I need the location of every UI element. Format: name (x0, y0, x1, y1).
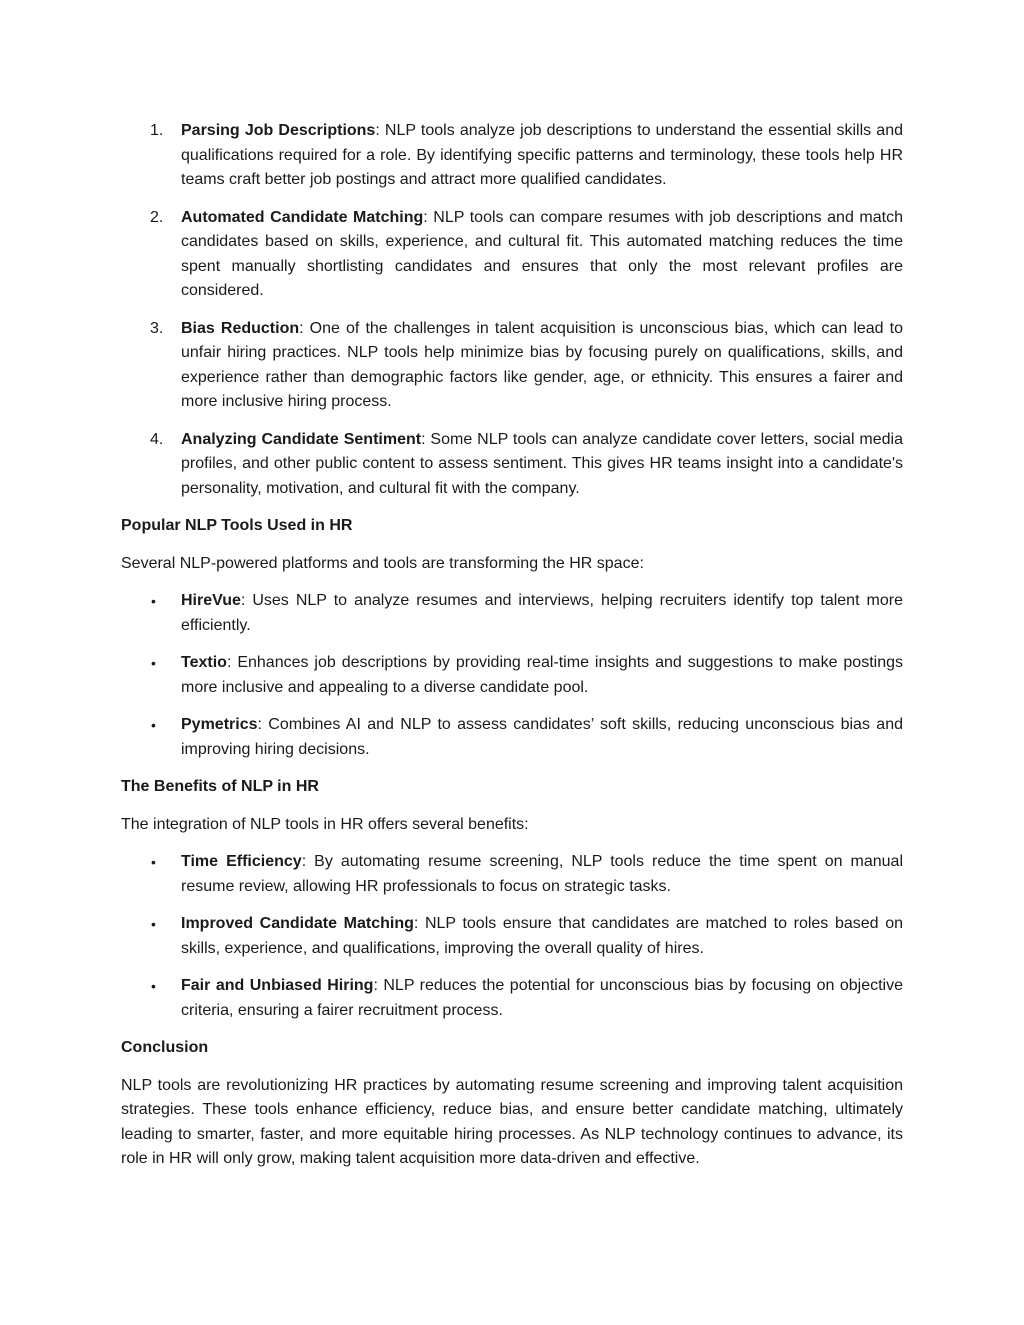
bullet-icon: • (151, 655, 156, 671)
list-item (121, 974, 903, 1023)
list-item-term: HireVue (181, 592, 241, 609)
list-item (121, 428, 903, 502)
list-item-term: Parsing Job Descriptions (181, 122, 376, 139)
list-item-text: : Combines AI and NLP to assess candidates’ soft skills, reducing unconscious bias and improving hiring decisions. (181, 716, 903, 758)
list-item (121, 206, 903, 304)
list-item-text: : NLP tools analyze job descriptions to understand the essential skills and qualifications required for a role. By identifying specific patterns and terminology, these tools help HR teams craft better job postings and attract more qualified candidates. (181, 122, 904, 188)
list-item-text: : NLP reduces the potential for unconscious bias by focusing on objective criteria, ensuring a fairer recruitment process. (181, 977, 904, 1019)
document-page (121, 119, 903, 1185)
tools-bullet-list (121, 589, 903, 762)
list-number: 3. (150, 319, 164, 337)
list-item-text: : NLP tools can compare resumes with job descriptions and match candidates based on skills, experience, and cultural fit. This automated matching reduces the time spent manually shortlisting candidates and ensures that only the most relevant profiles are considered. (181, 208, 903, 299)
section-intro: Several NLP-powered platforms and tools are transforming the HR space: (121, 554, 644, 572)
benefits-bullet-list (121, 850, 903, 1023)
list-item-term: Pymetrics (181, 716, 258, 733)
list-item (121, 912, 903, 961)
list-item-text: : NLP tools ensure that candidates are matched to roles based on skills, experience, and qualifications, improving the overall quality of hires. (181, 915, 903, 957)
section-heading: Popular NLP Tools Used in HR (121, 517, 353, 534)
list-item-text: : Enhances job descriptions by providing real-time insights and suggestions to make postings more inclusive and appealing to a diverse candidate pool. (181, 654, 903, 696)
conclusion-paragraph: NLP tools are revolutionizing HR practices by automating resume screening and improving talent acquisition strategies. These tools enhance efficiency, reduce bias, and ensure better candidate matching, ultimately leading to smarter, faster, and more equitable hiring processes. As NLP technology continues to advance, its role in HR will only grow, making talent acquisition more data-driven and effective. (121, 1076, 903, 1167)
section-intro: The integration of NLP tools in HR offers several benefits: (121, 815, 529, 833)
conclusion-section (121, 1036, 903, 1172)
list-item (121, 850, 903, 899)
list-item (121, 713, 903, 762)
benefits-section (121, 775, 903, 1023)
list-item-term: Bias Reduction (181, 319, 300, 337)
list-item-text: : By automating resume screening, NLP tools reduce the time spent on manual resume review, allowing HR professionals to focus on strategic tasks. (181, 853, 904, 895)
list-item-term: Textio (181, 654, 227, 671)
intro-numbered-list (121, 119, 903, 501)
section-heading: The Benefits of NLP in HR (121, 778, 319, 795)
bullet-icon: • (151, 854, 156, 870)
list-item-term: Analyzing Candidate Sentiment (181, 430, 422, 448)
bullet-icon: • (151, 916, 156, 932)
list-item-text: : One of the challenges in talent acquisition is unconscious bias, which can lead to unfair hiring practices. NLP tools help minimize bias by focusing purely on qualifications, skills, and experience rather than demographic factors like gender, age, or ethnicity. This ensures a fairer and more inclusive hiring process. (181, 319, 904, 410)
list-item-text: : Some NLP tools can analyze candidate cover letters, social media profiles, and other public content to assess sentiment. This gives HR teams insight into a candidate's personality, motivation, and cultural fit with the company. (181, 430, 904, 497)
list-number: 1. (150, 122, 164, 139)
list-number: 4. (150, 430, 164, 448)
tools-section (121, 514, 903, 762)
list-item (121, 589, 903, 638)
section-heading: Conclusion (121, 1039, 209, 1056)
list-item-text: : Uses NLP to analyze resumes and interviews, helping recruiters identify top talent more efficiently. (181, 592, 903, 634)
list-item-term: Time Efficiency (181, 853, 302, 870)
list-item-term: Improved Candidate Matching (181, 915, 414, 932)
list-item (121, 651, 903, 700)
bullet-icon: • (151, 978, 156, 994)
list-number: 2. (150, 208, 164, 226)
bullet-icon: • (151, 593, 156, 609)
list-item (121, 317, 903, 415)
bullet-icon: • (151, 717, 156, 733)
list-item-term: Automated Candidate Matching (181, 208, 424, 226)
list-item (121, 119, 903, 193)
list-item-term: Fair and Unbiased Hiring (181, 977, 374, 994)
